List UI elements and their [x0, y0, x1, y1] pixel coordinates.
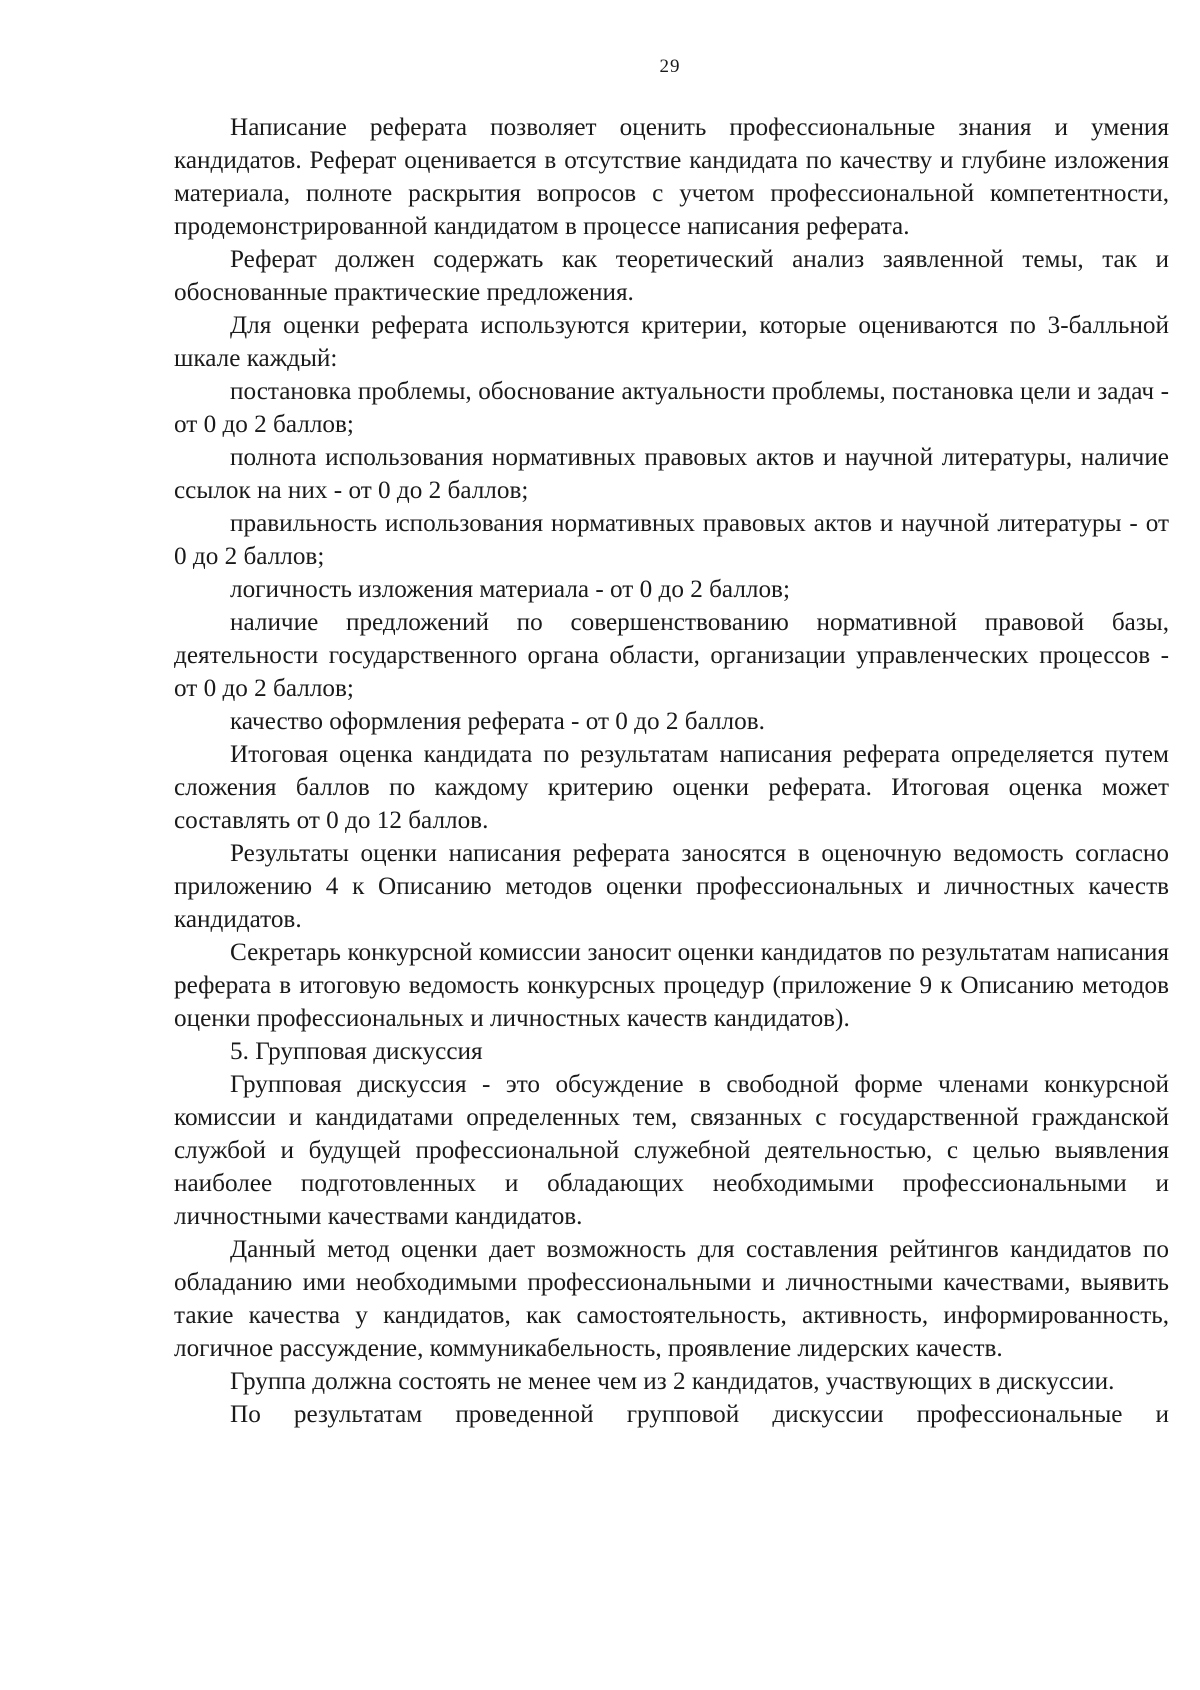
paragraph: Групповая дискуссия - это обсуждение в свободной форме членами конкурсной комиссии и кандидатами определенных тем, связанных с государственной гражданской службой и будущей профессиональной служебной деятельностью, с целью выявления наиболее подготовленных и обладающих необходимыми профессиональными и личностными качествами кандидатов. [174, 1071, 1169, 1230]
paragraph: Данный метод оценки дает возможность для составления рейтингов кандидатов по обладанию ими необходимыми профессиональными и личностными качествами, выявить такие качества у кандидатов, как самостоятельность, активность, информированность, логичное рассуждение, коммуникабельность, проявление лидерских качеств. [174, 1236, 1169, 1362]
criteria-item: наличие предложений по совершенствованию нормативной правовой базы, деятельности государственного органа области, организации управленческих процессов - от 0 до 2 баллов; [174, 609, 1169, 702]
paragraph: Итоговая оценка кандидата по результатам написания реферата определяется путем сложения баллов по каждому критерию оценки реферата. Итоговая оценка может составлять от 0 до 12 баллов. [174, 741, 1169, 834]
paragraph: Реферат должен содержать как теоретический анализ заявленной темы, так и обоснованные практические предложения. [174, 246, 1169, 306]
paragraph: Секретарь конкурсной комиссии заносит оценки кандидатов по результатам написания реферата в итоговую ведомость конкурсных процедур (приложение 9 к Описанию методов оценки профессиональных и личностных качеств кандидатов). [174, 939, 1169, 1032]
paragraph: По результатам проведенной групповой дискуссии профессиональные и [230, 1401, 1169, 1428]
section-heading: 5. Групповая дискуссия [230, 1038, 483, 1065]
criteria-item: постановка проблемы, обоснование актуальности проблемы, постановка цели и задач - от 0 до 2 баллов; [174, 378, 1169, 438]
paragraph: Результаты оценки написания реферата заносятся в оценочную ведомость согласно приложению 4 к Описанию методов оценки профессиональных и личностных качеств кандидатов. [174, 840, 1169, 933]
paragraph: Для оценки реферата используются критерии, которые оцениваются по 3-балльной шкале каждый: [174, 312, 1169, 372]
criteria-item: качество оформления реферата - от 0 до 2 баллов. [230, 708, 765, 735]
page-number: 29 [659, 56, 681, 77]
criteria-item: логичность изложения материала - от 0 до 2 баллов; [230, 576, 790, 603]
criteria-item: полнота использования нормативных правовых актов и научной литературы, наличие ссылок на них - от 0 до 2 баллов; [174, 444, 1169, 504]
paragraph: Написание реферата позволяет оценить профессиональные знания и умения кандидатов. Реферат оценивается в отсутствие кандидата по качеству и глубине изложения материала, полноте раскрытия вопросов с учетом профессиональной компетентности, продемонстрированной кандидатом в процессе написания реферата. [174, 114, 1169, 240]
criteria-item: правильность использования нормативных правовых актов и научной литературы - от 0 до 2 баллов; [174, 510, 1169, 570]
paragraph: Группа должна состоять не менее чем из 2 кандидатов, участвующих в дискуссии. [230, 1368, 1115, 1395]
document-body [174, 111, 1169, 1431]
